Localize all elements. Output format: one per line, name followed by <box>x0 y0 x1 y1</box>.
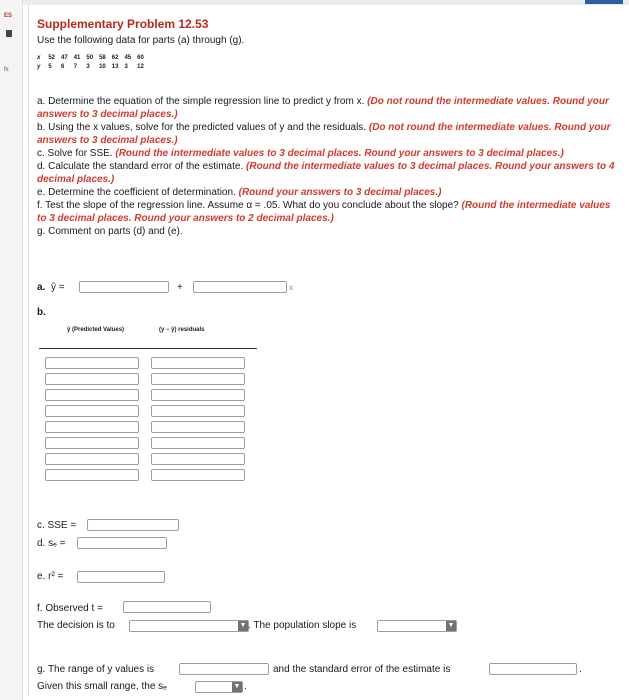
part-g-line2-prefix: Given this small range, the sₑ <box>37 681 167 692</box>
predicted-value-input[interactable] <box>45 421 139 433</box>
problem-panel <box>28 5 619 695</box>
predicted-value-input[interactable] <box>45 373 139 385</box>
data-row-x <box>37 55 150 64</box>
predicted-header: ŷ (Predicted Values) <box>67 327 125 333</box>
range-input[interactable] <box>179 663 269 675</box>
end-period-2: . <box>244 681 247 692</box>
residual-input[interactable] <box>151 405 245 417</box>
question-f: f. Test the slope of the regression line. Assume α = .05. What do you conclude about the slope? (Round the intermediate values to 3 decimal places. Round your answers to 2 decimal places.) <box>37 200 611 224</box>
x-value: 45 <box>124 55 132 61</box>
end-period: . <box>579 664 582 675</box>
x-value: 62 <box>111 55 119 61</box>
toolbar-accent <box>585 0 623 4</box>
left-rail <box>0 0 23 700</box>
std-error-input[interactable] <box>489 663 577 675</box>
slope-input[interactable] <box>193 281 287 293</box>
part-d-label: d. sₑ = <box>37 538 66 549</box>
question-b: b. Using the x values, solve for the predicted values of y and the residuals. (Do not round the intermediate values. Round your answers to 3 decimal places.) <box>37 122 611 146</box>
y-value: 3 <box>86 64 90 70</box>
slope-prefix: . The population slope is <box>248 620 357 631</box>
document-icon[interactable] <box>6 30 12 37</box>
residual-input[interactable] <box>151 437 245 449</box>
x-suffix: x <box>289 283 293 292</box>
table-header-rule <box>39 348 257 349</box>
problem-intro: Use the following data for parts (a) through (g). <box>37 35 245 46</box>
question-e: e. Determine the coefficient of determination. (Round your answers to 3 decimal places.) <box>37 187 442 198</box>
se-comment-select[interactable] <box>195 681 243 693</box>
y-value: 3 <box>124 64 128 70</box>
predicted-value-input[interactable] <box>45 357 139 369</box>
x-value: 41 <box>73 55 81 61</box>
part-a-lhs: ŷ = <box>51 282 65 293</box>
predicted-value-input[interactable] <box>45 453 139 465</box>
y-value: 7 <box>73 64 78 70</box>
predicted-value-input[interactable] <box>45 437 139 449</box>
observed-t-input[interactable] <box>123 601 211 613</box>
part-a-label: a. <box>37 282 46 293</box>
question-c: c. Solve for SSE. (Round the intermediate values to 3 decimal places. Round your answers to 3 decimal places.) <box>37 148 564 159</box>
part-g-range-suffix: and the standard error of the estimate is <box>273 664 451 675</box>
y-value: 5 <box>48 64 52 70</box>
se-input[interactable] <box>77 537 167 549</box>
x-value: 58 <box>99 55 106 61</box>
x-value: 50 <box>86 55 94 61</box>
predicted-value-input[interactable] <box>45 405 139 417</box>
part-g-range-prefix: g. The range of y values is <box>37 664 155 675</box>
plus-sign: + <box>177 282 183 293</box>
chevron-down-icon: ▼ <box>239 622 247 629</box>
data-row-y <box>37 64 150 73</box>
x-value: 60 <box>137 55 144 61</box>
sse-input[interactable] <box>87 519 179 531</box>
data-table <box>37 55 150 73</box>
slope-select[interactable] <box>377 620 457 632</box>
decision-select[interactable] <box>129 620 249 632</box>
chevron-down-icon: ▼ <box>233 683 241 690</box>
y-value: 13 <box>111 64 119 70</box>
question-d: d. Calculate the standard error of the estimate. (Round the intermediate values to 3 decimal places. Round your answers to 4 decimal places.) <box>37 161 615 185</box>
chevron-down-icon: ▼ <box>447 622 455 629</box>
part-e-label: e. r² = <box>37 571 64 582</box>
question-list <box>37 95 615 238</box>
problem-title: Supplementary Problem 12.53 <box>37 17 209 31</box>
residual-input[interactable] <box>151 389 245 401</box>
x-value: 52 <box>48 55 56 61</box>
decision-prefix: The decision is to <box>37 620 115 631</box>
x-value: 47 <box>61 55 68 61</box>
residual-input[interactable] <box>151 469 245 481</box>
y-row-label: y <box>37 64 41 70</box>
x-row-label: x <box>37 55 41 61</box>
y-value: 12 <box>137 64 144 70</box>
part-b-label: b. <box>37 307 46 318</box>
residuals-header: (y − ŷ) residuals <box>159 327 205 333</box>
residual-input[interactable] <box>151 357 245 369</box>
r-squared-input[interactable] <box>77 571 165 583</box>
question-a: a. Determine the equation of the simple regression line to predict y from x. (Do not round the intermediate values. Round your answers to 3 decimal places.) <box>37 96 609 120</box>
predicted-value-input[interactable] <box>45 389 139 401</box>
predicted-value-input[interactable] <box>45 469 139 481</box>
residual-input[interactable] <box>151 373 245 385</box>
rail-label: ES <box>4 13 13 19</box>
formula-icon[interactable]: fx <box>4 67 9 73</box>
question-g: g. Comment on parts (d) and (e). <box>37 226 183 237</box>
y-value: 6 <box>61 64 65 70</box>
intercept-input[interactable] <box>79 281 169 293</box>
part-f-label: f. Observed t = <box>37 603 103 614</box>
residual-input[interactable] <box>151 421 245 433</box>
residual-input[interactable] <box>151 453 245 465</box>
part-c-label: c. SSE = <box>37 520 77 531</box>
y-value: 10 <box>99 64 106 70</box>
